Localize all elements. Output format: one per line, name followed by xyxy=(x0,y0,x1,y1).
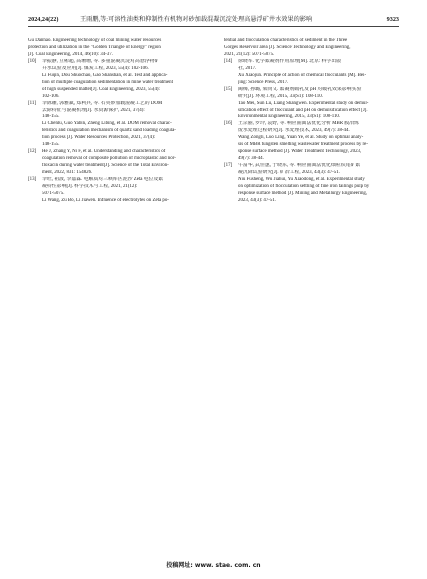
reference-line: protection and utilization in the "Golden Triangle of Energy" region xyxy=(28,44,161,50)
reference-line: 2021, 21(12): 5071-5075. xyxy=(224,51,275,57)
reference-entry xyxy=(224,163,399,205)
reference-line: [J]. Coal Engineering, 2014, 46(10): 34-37. xyxy=(28,51,113,57)
reference-line: sification effect of flocculant and pH on demulsification effect [J]. xyxy=(238,107,368,113)
reference-line: 李振静, 豆彬超, 高珊珊, 等. 多重混凝沉淀对高悬浮物矿 xyxy=(42,58,160,64)
reference-line: 李旺, 祖波, 李嘉霖. 电解质对三峡库区泥沙 Zeta 电位及絮 xyxy=(42,177,164,183)
reference-number: [13] xyxy=(28,177,37,183)
reference-number: [14] xyxy=(224,58,233,64)
reference-line: 148-155. xyxy=(42,142,60,148)
submission-url-footer: 投稿网址: www. stae. com. cn xyxy=(166,562,261,569)
reference-entry xyxy=(28,177,203,205)
reference-line: 凝沉降试验研究[J]. 矿冶工程, 2023, 43(3): 47-51. xyxy=(238,170,340,176)
reference-entry xyxy=(28,101,203,150)
reference-line: Niu Fusheng, Wu Jiahui, Yu Xiaodong, et al. Experimental study xyxy=(238,177,365,183)
reference-line: tion process [J]. Water Resources Protection, 2021, 37(4): xyxy=(42,135,156,141)
reference-line: on optimization of flocculation settling of fine iron tailings pulp by xyxy=(238,184,370,190)
reference-line: tion of multiple coagulation sedimentation in mine water treatment xyxy=(42,79,173,85)
right-column xyxy=(224,38,399,205)
reference-line: 井水试验及应用[J]. 煤炭工程, 2023, 55(4): 102-106. xyxy=(42,65,149,71)
reference-line: Gu Danhao. Engineering technology of coal mining water resources xyxy=(28,38,162,43)
reference-line: 凝特性影响[J]. 科学技术与工程, 2021, 21(12): xyxy=(42,184,138,190)
reference-line: 148-155. xyxy=(42,114,60,120)
reference-line: Gorges Reservoir area [J]. Science Technology and Engineering, xyxy=(224,44,351,50)
reference-entry xyxy=(224,59,399,87)
journal-year-volume: 2024,24(22) xyxy=(28,16,59,23)
reference-line: 废水处理过程研究[J]. 水处理技术, 2023, 49(7): 38-44. xyxy=(238,128,350,134)
reference-entry xyxy=(224,121,399,163)
reference-line: coagulation removal of composite pollution of microplastic and nor- xyxy=(42,156,176,162)
reference-line: 牛富华, 武佳蕙, 于晓东, 等. 响应曲面法优化细粒铁尾矿絮 xyxy=(238,163,361,169)
reference-line: jing: Science Press, 2017. xyxy=(238,79,289,85)
reference-line: ment, 2022, 831: 154826. xyxy=(42,170,93,176)
reference-line: 王宗丽, 罗玲, 袁野, 等. 响应曲面法优化分析 MBR 膜冶炼 xyxy=(238,121,359,127)
reference-line: sponse surface method [J]. Water Treatment Technology, 2023, xyxy=(238,149,362,155)
reference-line: Li Fuqin, Dou Shuochao, Gao Shanshan, et al. Test and applica- xyxy=(42,72,168,78)
page-number: 9323 xyxy=(386,16,399,23)
reference-line: 陶梅, 孙璐, 梁尚文. 絮凝剂硫乳及 pH 对破乳效果影响实验 xyxy=(238,86,362,92)
reference-line: 2023, 43(3): 47-51. xyxy=(238,197,277,203)
reference-number: [17] xyxy=(224,163,233,169)
reference-number: [15] xyxy=(224,86,233,92)
reference-line: Tao Mei, Sun Lu, Liang Shangwen. Experimental study on demul- xyxy=(238,100,369,106)
reference-line: of high suspended matter[J]. Coal Engineering, 2023, 55(4): xyxy=(42,86,160,92)
page-header xyxy=(28,14,399,27)
reference-line: 去除特征与混凝机理[J]. 水资源保护, 2021, 37(4): xyxy=(42,107,145,113)
reference-entry xyxy=(224,87,399,122)
reference-line: 49(7): 38-44. xyxy=(238,156,264,162)
running-title: 王雨鹏,等:可溶性油类和抑制性有机物对砂加载混凝沉淀处理高悬浮矿井水效果的影响 xyxy=(80,16,313,23)
reference-line: Li Wang, Zu Bo, Li Jiawen. Influence of electrolytes on Zeta po- xyxy=(42,197,169,203)
reference-line: teristics and coagulation mechanism of quartz sand loading coagula- xyxy=(42,128,176,134)
reference-number: [12] xyxy=(28,149,37,155)
reference-line: Xu Xiaojun. Principle of action of chemical flocculants [M]. Bei- xyxy=(238,72,367,78)
reference-line: 李陈雕, 郭雅斌, 郑利兵, 等. 石英砂加载混凝工艺的 DOM xyxy=(42,100,163,106)
reference-line: tential and flocculation characteristics of sediment in the Three xyxy=(224,38,348,43)
reference-line: floxacin during water treatment[J]. Science of the Total Environ- xyxy=(42,163,169,169)
reference-number: [10] xyxy=(28,58,37,64)
reference-continuation xyxy=(28,38,203,59)
reference-line: Environmental Engineering, 2015, 33(S1): 108-110. xyxy=(238,114,341,120)
reference-line: response surface method [J]. Mining and Metallurgy Engineering, xyxy=(238,190,368,196)
reference-line: 5071-5075. xyxy=(42,190,65,196)
reference-entry xyxy=(28,149,203,177)
reference-line: Wang Zongli, Luo Ling, Yuan Ye, et al. Study on optimal analy- xyxy=(238,135,364,141)
reference-line: sis of MBR tungsten smelting wastewater treatment process by re- xyxy=(238,142,368,148)
reference-line: He J, Zhang Y, Ni F, et al. Understanding and characteristics of xyxy=(42,149,166,155)
reference-number: [11] xyxy=(28,100,36,106)
reference-line: 研究[J]. 环境工程, 2015, 33(S1): 108-110. xyxy=(238,93,323,99)
reference-number: [16] xyxy=(224,121,233,127)
reference-line: 徐晓军. 化学絮凝剂作用原理[M]. 北京: 科学出版 xyxy=(238,58,342,64)
reference-line: 社, 2017. xyxy=(238,65,257,71)
reference-entry xyxy=(28,59,203,101)
reference-line: 102-106. xyxy=(42,93,60,99)
left-column xyxy=(28,38,203,205)
reference-line: Li Chenlu, Guo Yabin, Zheng Libing, et al. DOM removal charac- xyxy=(42,121,172,127)
reference-continuation xyxy=(224,38,399,59)
